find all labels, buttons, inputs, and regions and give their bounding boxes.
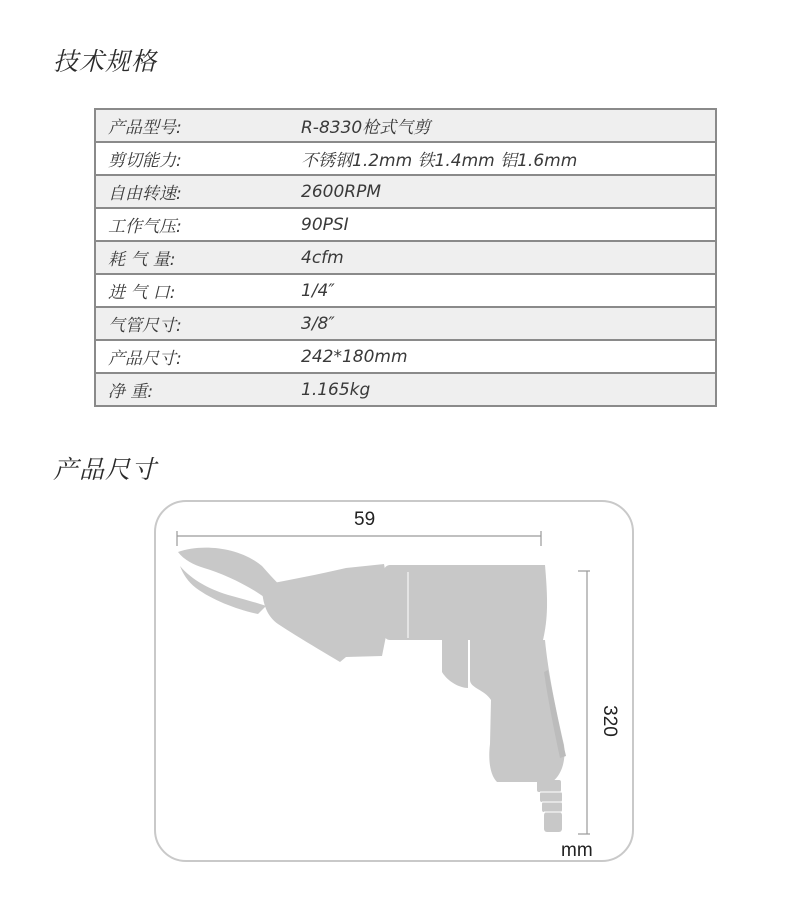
- air-inlet-fitting: [537, 780, 561, 792]
- shear-head: [262, 564, 386, 662]
- spec-label: 净 重:: [95, 373, 289, 406]
- spec-section-title: 技术规格: [53, 47, 158, 76]
- spec-label: 剪切能力:: [95, 142, 289, 175]
- spec-label: 进 气 口:: [95, 274, 289, 307]
- height-dimension-label: 320: [598, 705, 620, 737]
- spec-value: 1.165kg: [289, 373, 716, 406]
- spec-value: R-8330枪式气剪: [289, 109, 716, 142]
- spec-label: 自由转速:: [95, 175, 289, 208]
- dimension-section-title: 产品尺寸: [53, 455, 158, 484]
- spec-label: 产品型号:: [95, 109, 289, 142]
- tool-handle: [470, 640, 565, 782]
- spec-value: 90PSI: [289, 208, 716, 241]
- width-dimension-line: [177, 531, 541, 546]
- spec-label: 气管尺寸:: [95, 307, 289, 340]
- spec-value: 3/8″: [289, 307, 716, 340]
- dimension-unit-label: mm: [561, 840, 593, 861]
- spec-value: 242*180mm: [289, 340, 716, 373]
- spec-value: 不锈钢1.2mm 铁1.4mm 铝1.6mm: [289, 142, 716, 175]
- height-dimension-line: [578, 571, 590, 834]
- spec-label: 耗 气 量:: [95, 241, 289, 274]
- spec-label: 工作气压:: [95, 208, 289, 241]
- width-dimension-label: 59: [354, 509, 376, 530]
- air-shear-tool-image: [178, 548, 566, 832]
- spec-value: 2600RPM: [289, 175, 716, 208]
- trigger: [442, 638, 468, 688]
- spec-value: 4cfm: [289, 241, 716, 274]
- spec-value: 1/4″: [289, 274, 716, 307]
- spec-label: 产品尺寸:: [95, 340, 289, 373]
